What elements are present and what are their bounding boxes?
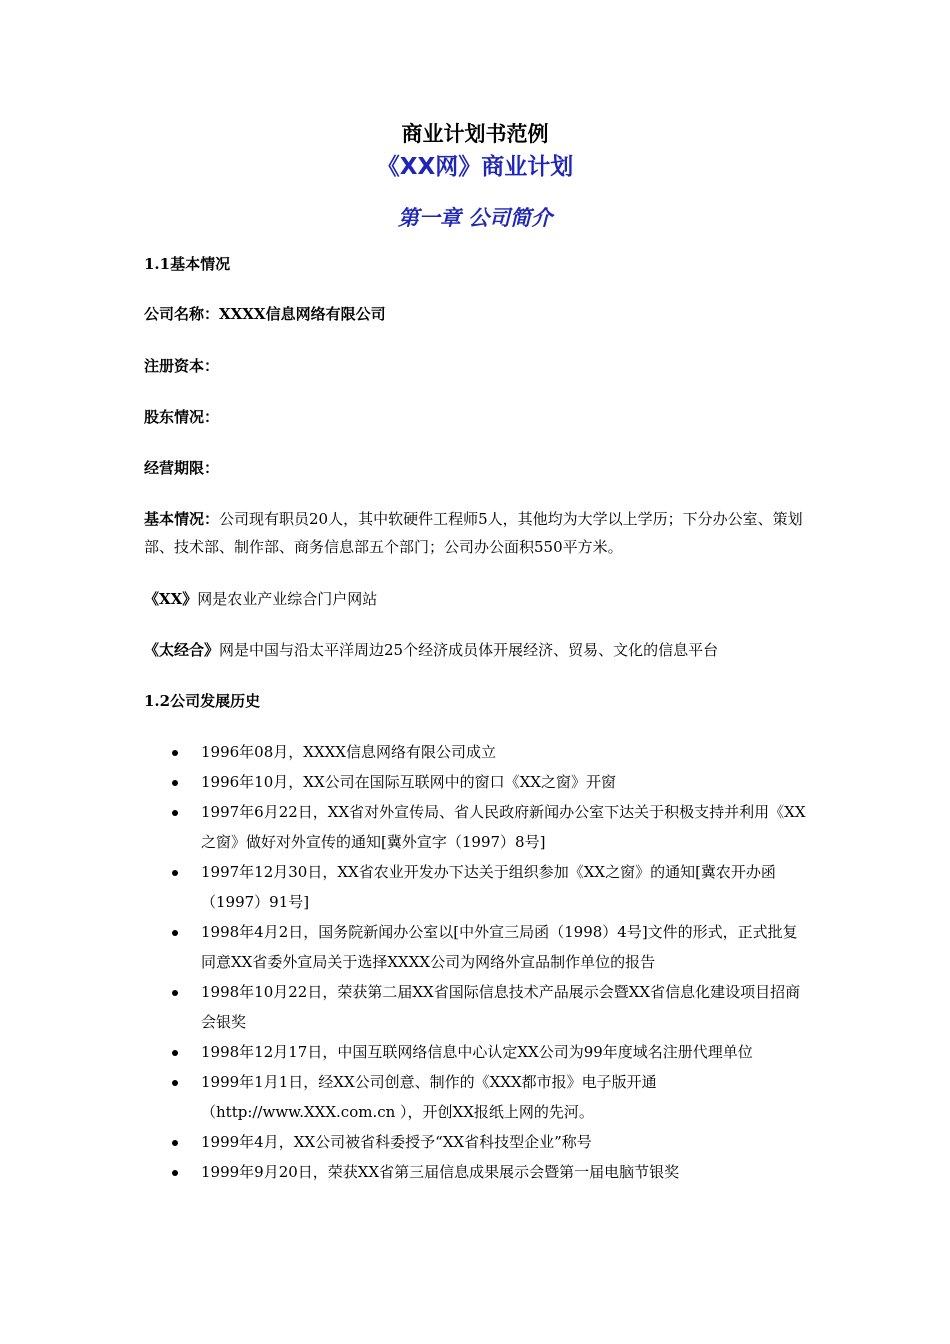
- history-list: [0, 737, 950, 1187]
- site1-text: 网是农业产业综合门户网站: [197, 590, 378, 608]
- site2-text: 网是中国与沿太平洋周边25个经济成员体开展经济、贸易、文化的信息平台: [219, 641, 719, 659]
- bullet-icon: [172, 857, 184, 887]
- bullet-icon: [172, 917, 184, 947]
- site2-name: 《太经合》: [144, 641, 220, 659]
- list-item: 1997年12月30日，XX省农业开发办下达关于组织参加《XX之窗》的通知[冀农开办函（1997）91号]: [0, 857, 950, 917]
- term-label: 经营期限：: [144, 459, 220, 477]
- document-subtitle: 《XX网》商业计划: [376, 154, 574, 180]
- list-item: 1998年4月2日，国务院新闻办公室以[中外宣三局函（1998）4号]文件的形式，正式批复同意XX省委外宣局关于选择XXXX公司为网络外宣品制作单位的报告: [0, 917, 950, 977]
- site1-row: [144, 588, 806, 610]
- list-item: 1996年10月，XX公司在国际互联网中的窗口《XX之窗》开窗: [0, 767, 950, 797]
- capital-label: 注册资本：: [144, 357, 220, 375]
- list-item: 1999年9月20日，荣获XX省第三届信息成果展示会暨第一届电脑节银奖: [0, 1157, 950, 1187]
- bullet-icon: [172, 977, 184, 1007]
- section-heading-basic: 1.1基本情况: [144, 255, 231, 273]
- list-item: 1999年4月，XX公司被省科委授予“XX省科技型企业”称号: [0, 1127, 950, 1157]
- bullet-icon: [172, 1127, 184, 1157]
- bullet-icon: [172, 737, 184, 767]
- section-heading-history: 1.2公司发展历史: [144, 692, 261, 710]
- bullet-icon: [172, 797, 184, 827]
- basic-info-paragraph: [144, 505, 806, 561]
- bullet-icon: [172, 767, 184, 797]
- list-item: 1999年1月1日，经XX公司创意、制作的《XXX都市报》电子版开通（http://www.XXX.com.cn ），开创XX报纸上网的先河。: [0, 1067, 950, 1127]
- list-item: 1998年12月17日，中国互联网络信息中心认定XX公司为99年度域名注册代理单位: [0, 1037, 950, 1067]
- company-name-row: [144, 303, 806, 325]
- shareholders-label: 股东情况：: [144, 408, 220, 426]
- company-name-label: 公司名称：: [144, 305, 220, 323]
- list-item: 1997年6月22日，XX省对外宣传局、省人民政府新闻办公室下达关于积极支持并利用《XX之窗》做好对外宣传的通知[冀外宣字（1997）8号]: [0, 797, 950, 857]
- list-item: 1998年10月22日，荣获第二届XX省国际信息技术产品展示会暨XX省信息化建设项目招商会银奖: [0, 977, 950, 1037]
- basic-info-label: 基本情况：: [144, 510, 220, 528]
- basic-info-text: 公司现有职员20人，其中软硬件工程师5人，其他均为大学以上学历；下分办公室、策划部、技术部、制作部、商务信息部五个部门；公司办公面积550平方米。: [144, 510, 803, 556]
- document-title: 商业计划书范例: [401, 122, 549, 146]
- bullet-icon: [172, 1157, 184, 1187]
- chapter-heading: 第一章 公司简介: [397, 206, 553, 230]
- site1-name: 《XX》: [144, 590, 198, 608]
- bullet-icon: [172, 1037, 184, 1067]
- site2-row: [144, 639, 806, 661]
- bullet-icon: [172, 1067, 184, 1097]
- company-name-value: XXXX信息网络有限公司: [219, 305, 386, 323]
- list-item: 1996年08月，XXXX信息网络有限公司成立: [0, 737, 950, 767]
